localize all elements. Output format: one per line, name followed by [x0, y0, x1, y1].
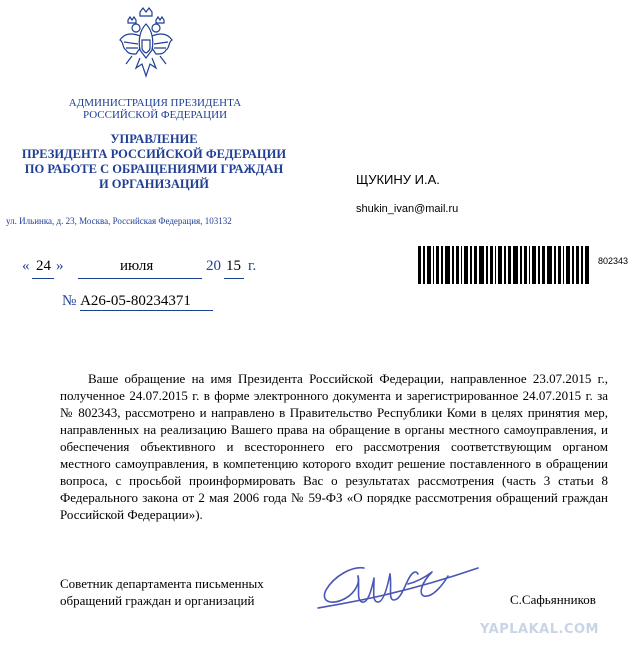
signer-title-line-1: Советник департамента письменных: [60, 576, 264, 591]
number-sign: №: [62, 293, 77, 309]
barcode-number: 802343: [598, 256, 629, 266]
dept-line-1: УПРАВЛЕНИЕ: [110, 132, 198, 146]
signer-title: [60, 575, 320, 609]
date-year-suffix: 15: [226, 258, 241, 274]
date-close-quote: »: [56, 258, 64, 274]
recipient-email: shukin_ivan@mail.ru: [356, 203, 459, 215]
signer-title-line-2: обращений граждан и организаций: [60, 593, 255, 608]
letter-date: [22, 258, 272, 280]
sender-address: ул. Ильинка, д. 23, Москва, Российская Федерация, 103132: [6, 216, 232, 226]
admin-line-1: АДМИНИСТРАЦИЯ ПРЕЗИДЕНТА: [68, 97, 242, 109]
department-heading: [20, 132, 288, 192]
date-open-quote: «: [22, 258, 30, 274]
date-day: 24: [36, 258, 51, 274]
barcode-icon: [418, 246, 589, 284]
coat-of-arms-icon: [118, 6, 174, 86]
admin-line-2: РОССИЙСКОЙ ФЕДЕРАЦИИ: [82, 109, 228, 121]
reference-number-value: А26-05-80234371: [80, 293, 213, 311]
dept-line-4: И ОРГАНИЗАЦИЙ: [98, 177, 210, 191]
dept-line-2: ПРЕЗИДЕНТА РОССИЙСКОЙ ФЕДЕРАЦИИ: [21, 147, 287, 161]
signer-name: С.Сафьянников: [510, 592, 596, 607]
date-year-prefix: 20: [206, 258, 221, 274]
handwritten-signature-icon: [312, 558, 482, 612]
letter-body: Ваше обращение на имя Президента Российской Федерации, направленное 23.07.2015 г., полученное 24.07.2015 г. в форме электронного документа и зарегистрированное 24.07.2015 г. за № 802343, рассмотрено и направлено в Правительство Республики Коми в целях принятия мер, направленных на реализацию Вашего права на обращение в органы местного самоуправления, и обеспечения объективного и всестороннего его рассмотрения соответствующим органом местного самоуправления, в компетенцию которого входит решение поставленного в обращении вопроса, с просьбой проинформировать Вас о результатах рассмотрения (часть 3 статьи 8 Федерального закона от 2 мая 2006 года № 59-ФЗ «О порядке рассмотрения обращений граждан Российской Федерации»).: [60, 371, 608, 522]
date-month: июля: [120, 258, 154, 274]
administration-heading: [40, 97, 270, 121]
recipient-name: ЩУКИНУ И.А.: [356, 172, 440, 187]
date-year-unit: г.: [248, 258, 257, 274]
reference-number: [62, 293, 213, 311]
dept-line-3: ПО РАБОТЕ С ОБРАЩЕНИЯМИ ГРАЖДАН: [24, 162, 284, 176]
watermark: YAPLAKAL.COM: [480, 622, 599, 637]
